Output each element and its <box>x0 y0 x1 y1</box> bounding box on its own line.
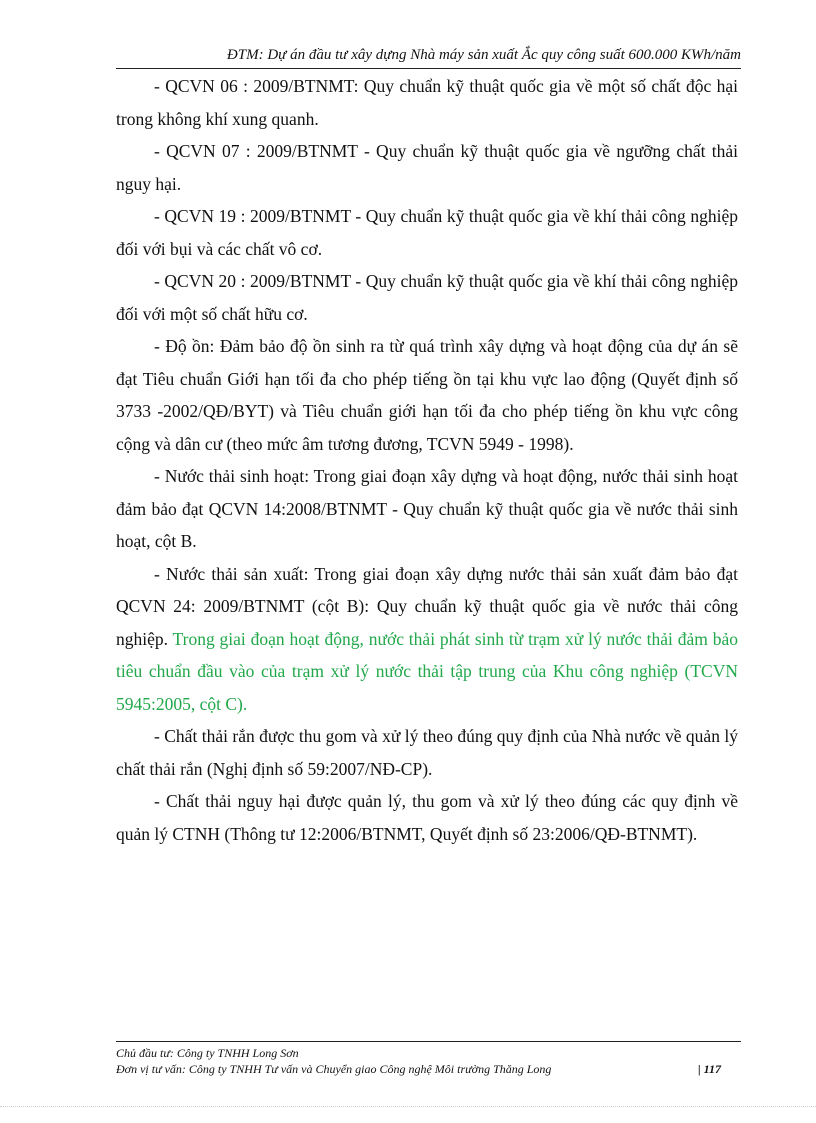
page-header <box>116 44 741 69</box>
header-title: ĐTM: Dự án đầu tư xây dựng Nhà máy sản xuất Ắc quy công suất 600.000 KWh/năm <box>226 47 741 63</box>
footer-owner: Chủ đầu tư: Công ty TNHH Long Sơn <box>116 1046 299 1060</box>
document-body <box>116 70 738 850</box>
paragraph-solid-waste: - Chất thải rắn được thu gom và xử lý theo đúng quy định của Nhà nước về quản lý chất thải rắn (Nghị định số 59:2007/NĐ-CP). <box>116 726 738 779</box>
paragraph-production-wastewater <box>116 558 738 721</box>
paragraph-noise: - Độ ồn: Đảm bảo độ ồn sinh ra từ quá trình xây dựng và hoạt động của dự án sẽ đạt Tiêu chuẩn Giới hạn tối đa cho phép tiếng ồn tại khu vực lao động (Quyết định số 3733 -2002/QĐ/BYT) và Tiêu chuẩn giới hạn tối đa cho phép tiếng ồn khu vực công cộng và dân cư (theo mức âm tương đương, TCVN 5949 - 1998). <box>116 336 738 454</box>
paragraph-domestic-wastewater: - Nước thải sinh hoạt: Trong giai đoạn xây dựng và hoạt động, nước thải sinh hoạt đảm bảo đạt QCVN 14:2008/BTNMT - Quy chuẩn kỹ thuật quốc gia về nước thải sinh hoạt, cột B. <box>116 466 738 551</box>
production-wastewater-text: - Nước thải sản xuất: Trong giai đoạn xây dựng nước thải sản xuất đảm bảo đạt QCVN 24: 2009/BTNMT (cột B): Quy chuẩn kỹ thuật quốc gia về nước thải công nghiệp. <box>116 563 738 649</box>
paragraph-qcvn-06: - QCVN 06 : 2009/BTNMT: Quy chuẩn kỹ thuật quốc gia về một số chất độc hại trong không khí xung quanh. <box>116 76 738 129</box>
page-footer <box>116 1041 741 1077</box>
production-wastewater-highlight: Trong giai đoạn hoạt động, nước thải phát sinh từ trạm xử lý nước thải đảm bảo tiêu chuẩn đầu vào của trạm xử lý nước thải tập trung của Khu công nghiệp (TCVN 5945:2005, cột C). <box>116 628 738 714</box>
paragraph-hazardous-waste: - Chất thải nguy hại được quản lý, thu gom và xử lý theo đúng các quy định về quản lý CTNH (Thông tư 12:2006/BTNMT, Quyết định số 23:2006/QĐ-BTNMT). <box>116 791 738 844</box>
footer-consultant: Đơn vị tư vấn: Công ty TNHH Tư vấn và Chuyển giao Công nghệ Môi trường Thăng Long <box>116 1062 552 1076</box>
paragraph-qcvn-07: - QCVN 07 : 2009/BTNMT - Quy chuẩn kỹ thuật quốc gia về ngưỡng chất thải nguy hại. <box>116 141 738 194</box>
page-number: | 117 <box>698 1062 721 1076</box>
paragraph-qcvn-20: - QCVN 20 : 2009/BTNMT - Quy chuẩn kỹ thuật quốc gia về khí thải công nghiệp đối với một số chất hữu cơ. <box>116 271 738 324</box>
page-bottom-divider <box>0 1106 816 1107</box>
footer-row <box>116 1061 741 1077</box>
paragraph-qcvn-19: - QCVN 19 : 2009/BTNMT - Quy chuẩn kỹ thuật quốc gia về khí thải công nghiệp đối với bụi và các chất vô cơ. <box>116 206 738 259</box>
